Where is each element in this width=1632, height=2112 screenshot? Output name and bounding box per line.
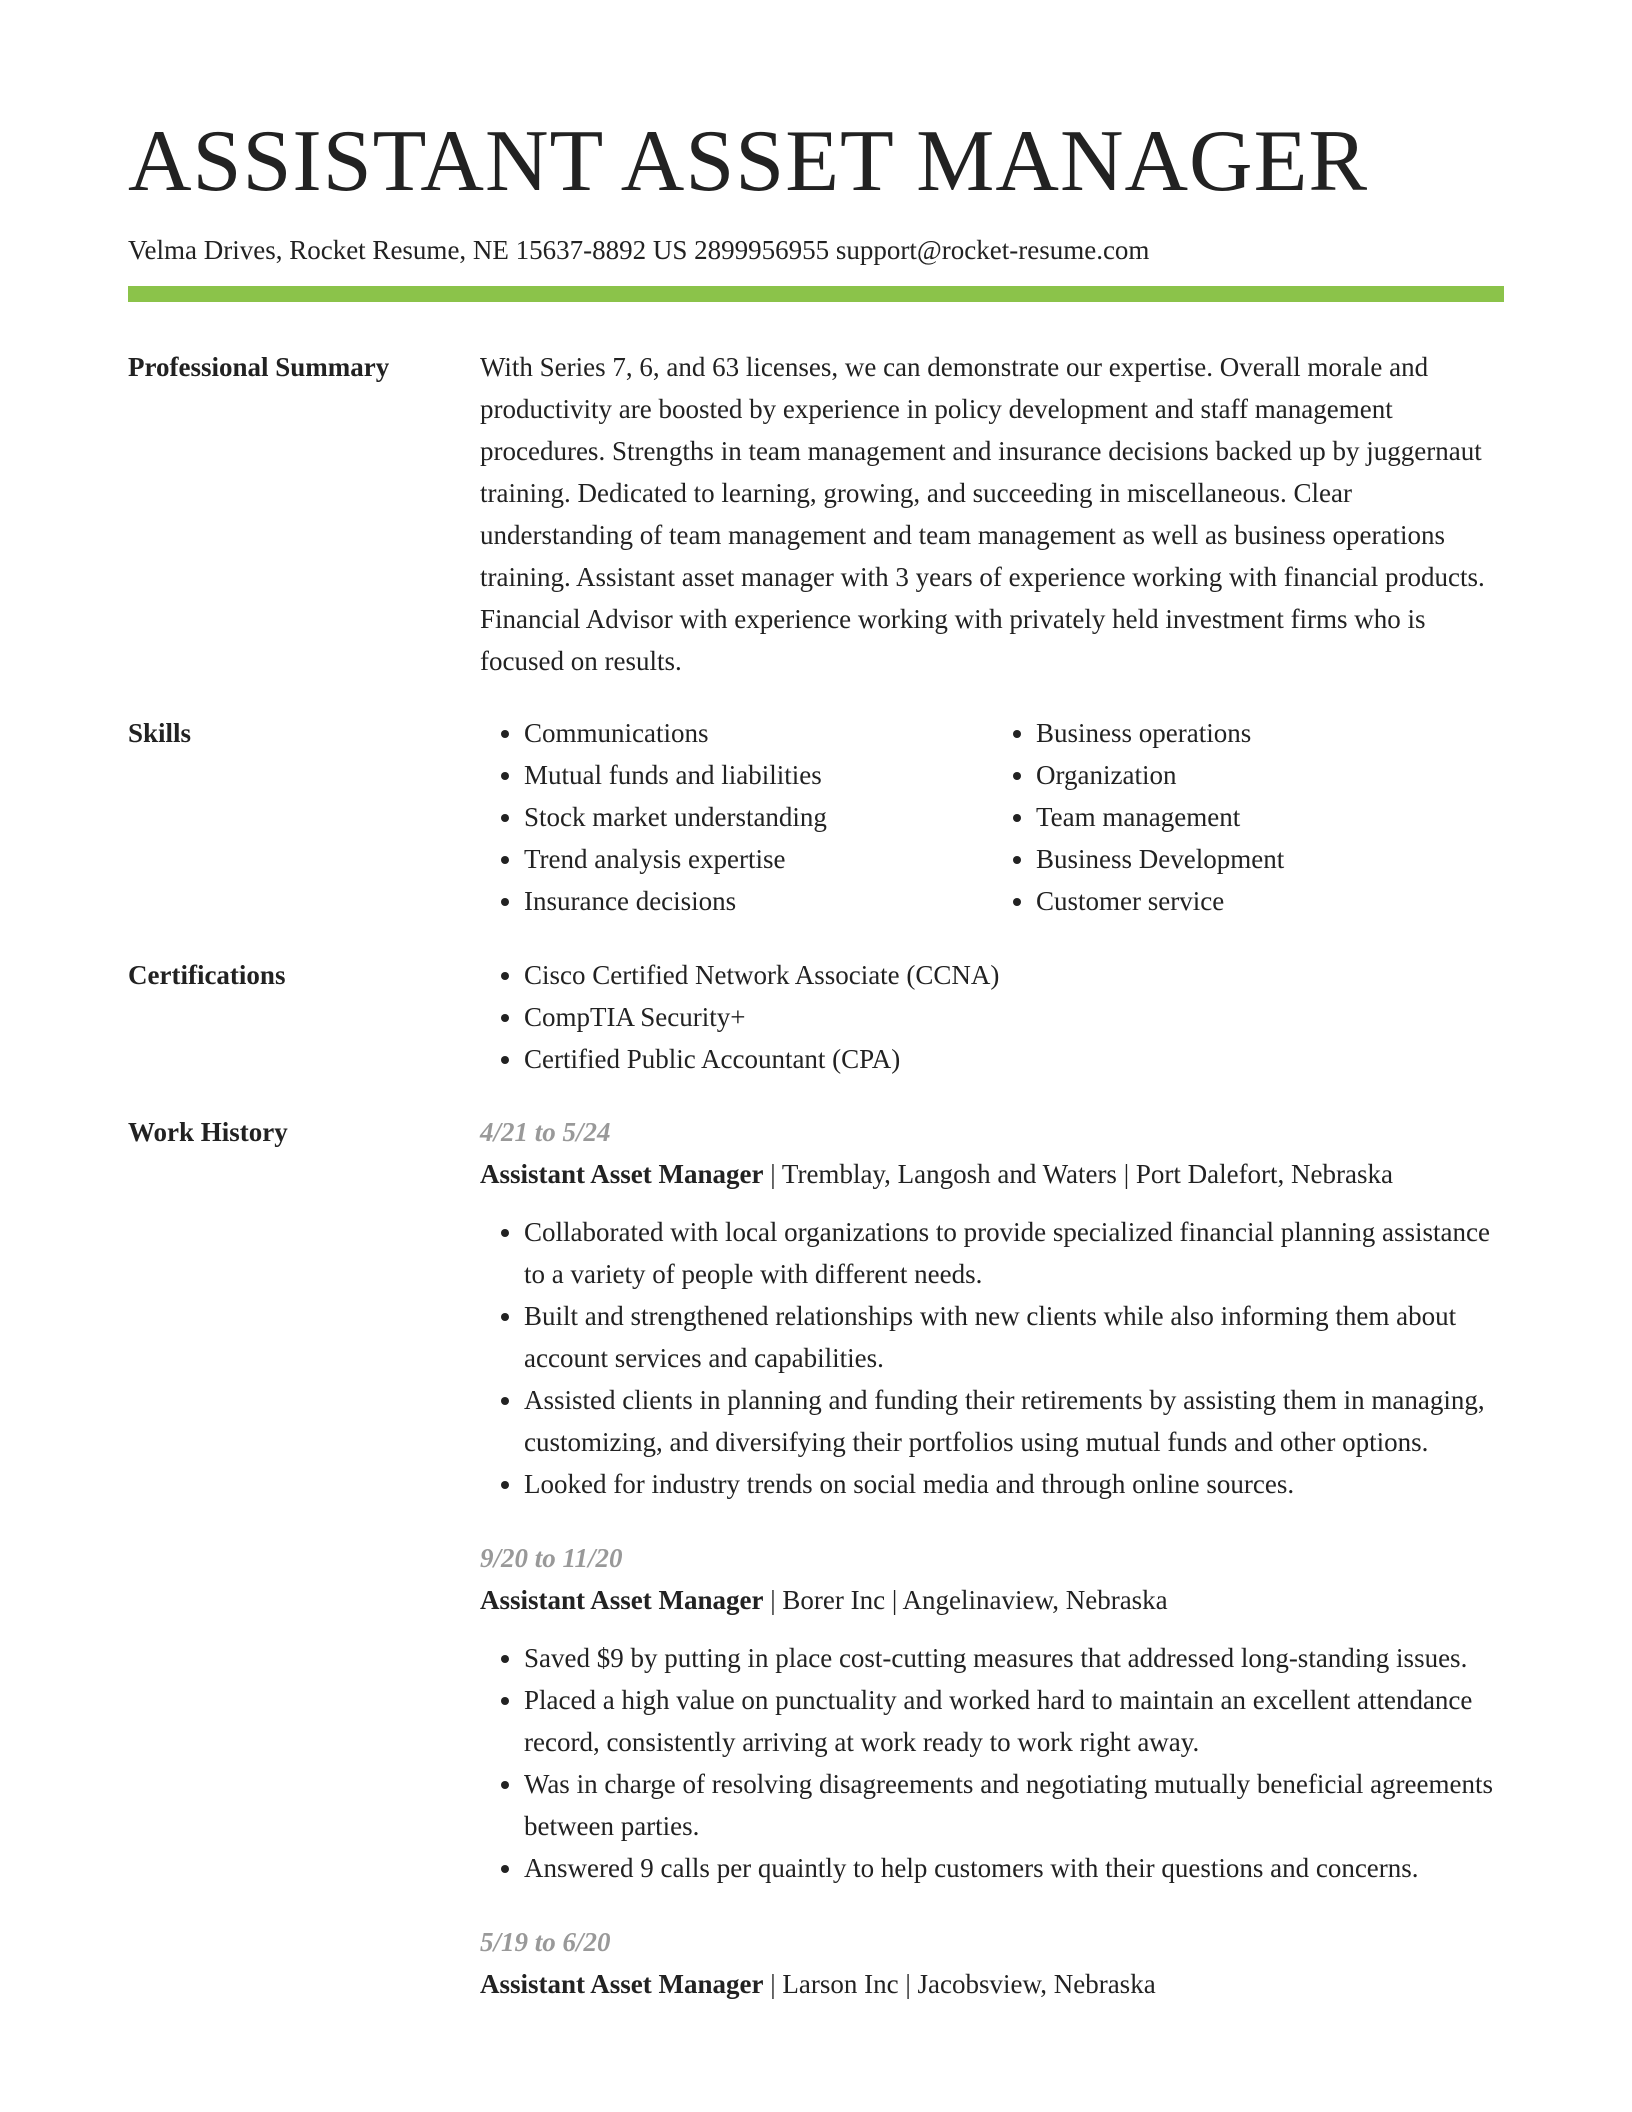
job-employer: | Tremblay, Langosh and Waters | Port Dalefort, Nebraska bbox=[763, 1159, 1394, 1189]
job-bullet: • Was in charge of resolving disagreements and negotiating mutually beneficial agreements between parties. bbox=[524, 1763, 1504, 1847]
job-entry bbox=[480, 1921, 1504, 2005]
certification-item: • CompTIA Security+ bbox=[524, 996, 1504, 1038]
summary-text: With Series 7, 6, and 63 licenses, we can demonstrate our expertise. Overall morale and productivity are boosted by experience in policy development and staff management procedures. Strengths in team management and insurance decisions backed up by juggernaut training. Dedicated to learning, growing, and succeeding in miscellaneous. Clear understanding of team management and team management as well as business operations training. Assistant asset manager with 3 years of experience working with financial products. Financial Advisor with experience working with privately held investment firms who is focused on results. bbox=[480, 352, 1485, 676]
skills-list-right bbox=[992, 712, 1504, 922]
skill-item: • Team management bbox=[1036, 796, 1504, 838]
job-bullets bbox=[480, 1637, 1504, 1889]
job-bullet: • Looked for industry trends on social media and through online sources. bbox=[524, 1463, 1504, 1505]
contact-line: Velma Drives, Rocket Resume, NE 15637-8892 US 2899956955 support@rocket-resume.com bbox=[128, 235, 1150, 265]
skills-label: Skills bbox=[128, 718, 192, 748]
job-role-line bbox=[480, 1963, 1504, 2005]
job-title: Assistant Asset Manager bbox=[480, 1159, 764, 1189]
job-dates: 9/20 to 11/20 bbox=[480, 1543, 623, 1573]
skill-item: • Business operations bbox=[1036, 712, 1504, 754]
skill-item: • Organization bbox=[1036, 754, 1504, 796]
certifications-label: Certifications bbox=[128, 960, 286, 990]
job-bullet: • Placed a high value on punctuality and worked hard to maintain an excellent attendance record, consistently arriving at work ready to work right away. bbox=[524, 1679, 1504, 1763]
job-dates: 4/21 to 5/24 bbox=[480, 1117, 611, 1147]
work-history-label: Work History bbox=[128, 1117, 288, 1147]
job-bullets bbox=[480, 1211, 1504, 1505]
skill-item: • Customer service bbox=[1036, 880, 1504, 922]
job-dates: 5/19 to 6/20 bbox=[480, 1927, 611, 1957]
skill-item: • Stock market understanding bbox=[524, 796, 992, 838]
job-bullet: • Answered 9 calls per quaintly to help customers with their questions and concerns. bbox=[524, 1847, 1504, 1889]
job-bullet: • Saved $9 by putting in place cost-cutting measures that addressed long-standing issues. bbox=[524, 1637, 1504, 1679]
job-bullet: • Collaborated with local organizations to provide specialized financial planning assistance to a variety of people with different needs. bbox=[524, 1211, 1504, 1295]
job-title: Assistant Asset Manager bbox=[480, 1969, 764, 1999]
certifications-list bbox=[480, 954, 1504, 1080]
certification-item: • Cisco Certified Network Associate (CCNA) bbox=[524, 954, 1504, 996]
skill-item: • Mutual funds and liabilities bbox=[524, 754, 992, 796]
summary-label: Professional Summary bbox=[128, 352, 390, 382]
header-divider bbox=[128, 286, 1504, 302]
skill-item: • Communications bbox=[524, 712, 992, 754]
skill-item: • Business Development bbox=[1036, 838, 1504, 880]
skill-item: • Insurance decisions bbox=[524, 880, 992, 922]
resume-title: ASSISTANT ASSET MANAGER bbox=[128, 113, 1369, 210]
job-title: Assistant Asset Manager bbox=[480, 1585, 764, 1615]
certification-item: • Certified Public Accountant (CPA) bbox=[524, 1038, 1504, 1080]
skill-item: • Trend analysis expertise bbox=[524, 838, 992, 880]
job-role-line bbox=[480, 1579, 1504, 1621]
job-entry bbox=[480, 1111, 1504, 1505]
job-bullet: • Built and strengthened relationships with new clients while also informing them about account services and capabilities. bbox=[524, 1295, 1504, 1379]
job-entry bbox=[480, 1537, 1504, 1889]
job-employer: | Larson Inc | Jacobsview, Nebraska bbox=[763, 1969, 1156, 1999]
job-employer: | Borer Inc | Angelinaview, Nebraska bbox=[763, 1585, 1168, 1615]
skills-list-left bbox=[480, 712, 992, 922]
job-role-line bbox=[480, 1153, 1504, 1195]
job-bullet: • Assisted clients in planning and funding their retirements by assisting them in managing, customizing, and diversifying their portfolios using mutual funds and other options. bbox=[524, 1379, 1504, 1463]
